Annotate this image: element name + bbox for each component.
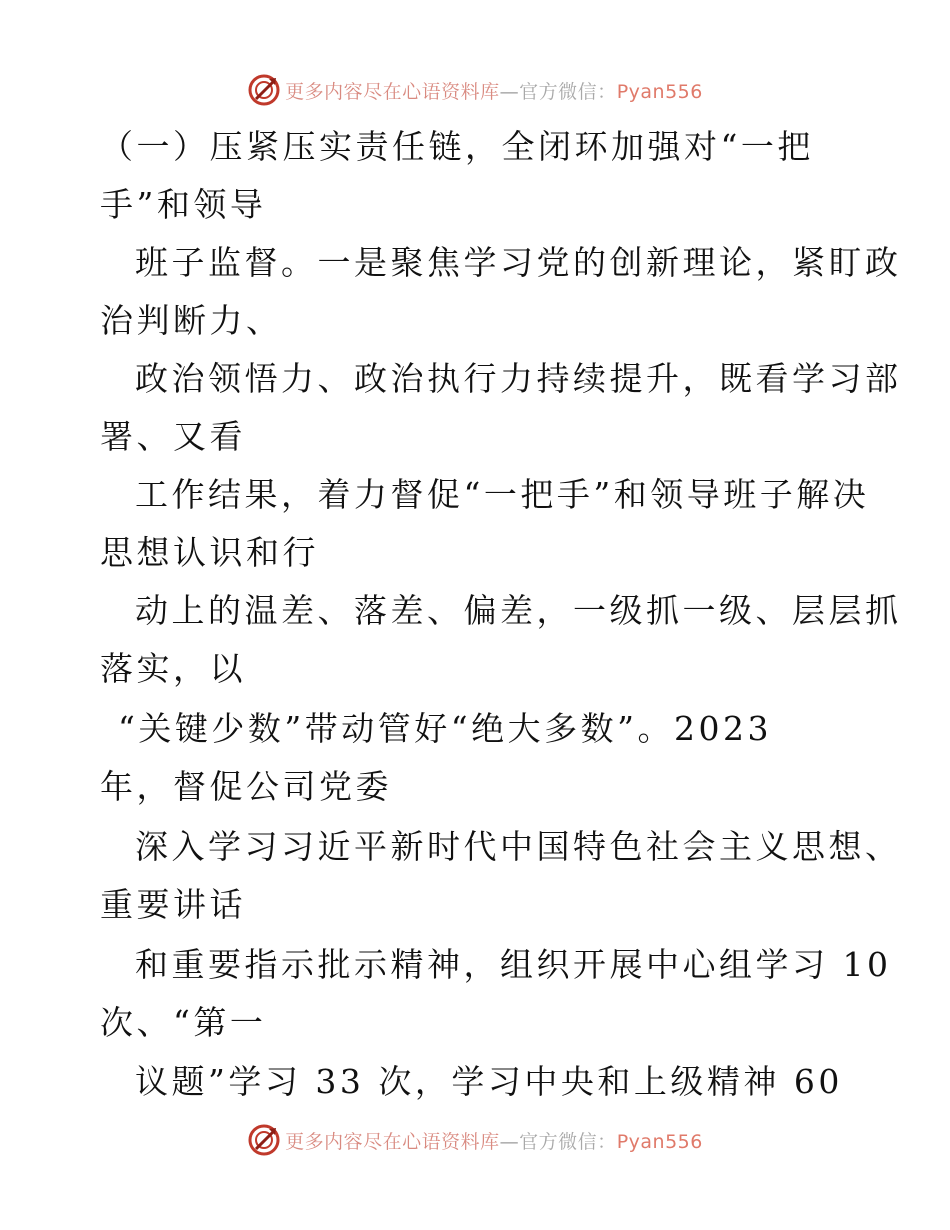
watermark-contact-id: Pyan556 xyxy=(616,80,703,103)
text-line: （一）压紧压实责任链，全闭环加强对“一把 xyxy=(100,127,814,166)
text-line: 年，督促公司党委 xyxy=(100,767,392,806)
text-line: 思想认识和行 xyxy=(100,533,319,572)
footer-watermark xyxy=(0,1120,950,1160)
text-line: 治判断力、 xyxy=(100,301,283,340)
text-line: 动上的温差、落差、偏差，一级抓一级、层层抓 xyxy=(135,591,902,630)
watermark-contact-label: 官方微信： xyxy=(519,80,617,103)
text-line: “关键少数”带动管好“绝大多数”。2023 xyxy=(118,709,772,748)
text-line: 工作结果，着力督促“一把手”和领导班子解决 xyxy=(135,475,870,514)
library-logo-icon xyxy=(247,1123,281,1157)
watermark-main-text: 更多内容尽在心语资料库 xyxy=(285,80,500,103)
watermark-contact-id: Pyan556 xyxy=(616,1130,703,1153)
watermark-dash: — xyxy=(499,80,520,103)
text-line: 署、又看 xyxy=(100,417,246,456)
text-line: 手”和领导 xyxy=(100,185,267,224)
text-line: 深入学习习近平新时代中国特色社会主义思想、 xyxy=(135,827,902,866)
text-line: 重要讲话 xyxy=(100,885,246,924)
text-line: 政治领悟力、政治执行力持续提升，既看学习部 xyxy=(135,359,902,398)
text-line: 班子监督。一是聚焦学习党的创新理论，紧盯政 xyxy=(135,243,902,282)
text-line: 议题”学习 33 次，学习中央和上级精神 60 xyxy=(135,1062,843,1101)
text-line: 和重要指示批示精神，组织开展中心组学习 10 xyxy=(135,945,892,984)
text-line: 落实，以 xyxy=(100,649,246,688)
watermark-dash: — xyxy=(499,1130,520,1153)
watermark-main-text: 更多内容尽在心语资料库 xyxy=(285,1130,500,1153)
header-watermark xyxy=(0,70,950,110)
library-logo-icon xyxy=(247,73,281,107)
text-line: 次、“第一 xyxy=(100,1003,267,1042)
watermark-contact-label: 官方微信： xyxy=(519,1130,617,1153)
